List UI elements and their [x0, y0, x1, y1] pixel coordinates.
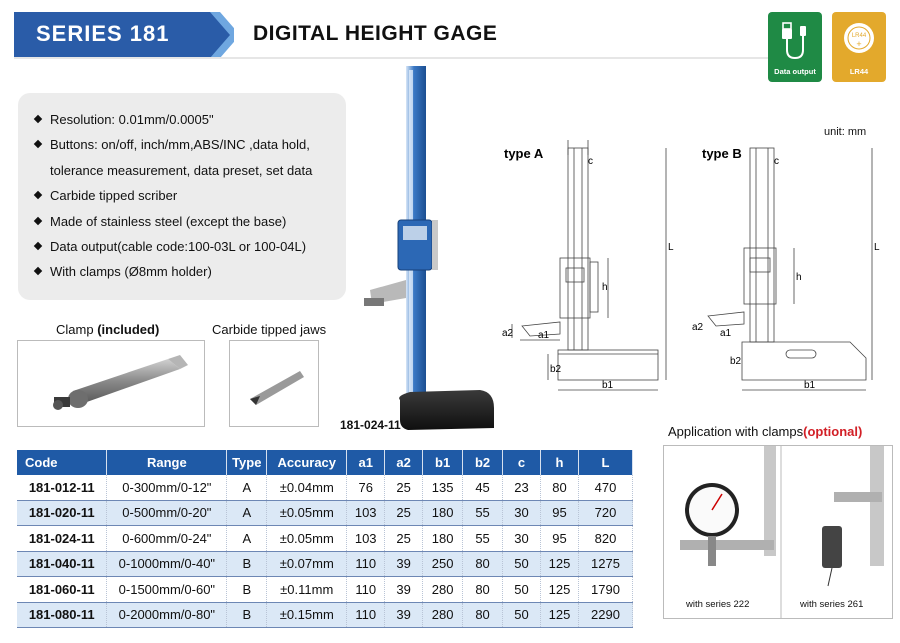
table-cell: 45	[463, 475, 503, 500]
type-b-diagram	[690, 140, 900, 400]
column-header: h	[541, 450, 579, 475]
type-b-dim-l: L	[874, 242, 880, 253]
column-header: Type	[227, 450, 267, 475]
features-panel	[18, 93, 346, 300]
table-cell: 181-040-11	[17, 551, 107, 577]
lr44-label: LR44	[849, 67, 869, 76]
type-a-label: type A	[504, 146, 544, 161]
table-cell: 110	[347, 577, 385, 603]
clamp-label	[56, 322, 159, 337]
table-cell: 0-1500mm/0-60"	[107, 577, 227, 603]
table-cell: 470	[578, 475, 632, 500]
table-cell: 25	[385, 500, 423, 526]
table-cell: 181-080-11	[17, 602, 107, 628]
type-b-dim-h: h	[796, 272, 802, 283]
table-cell: 110	[347, 602, 385, 628]
table-cell: ±0.05mm	[267, 500, 347, 526]
application-title-text: Application with clamps	[668, 424, 804, 439]
application-title	[668, 424, 862, 439]
table-cell: 180	[423, 500, 463, 526]
table-cell: 50	[503, 577, 541, 603]
table-cell: 181-012-11	[17, 475, 107, 500]
column-header: L	[578, 450, 632, 475]
table-cell: 80	[463, 577, 503, 603]
product-model-label: 181-024-11	[340, 418, 401, 432]
table-cell: 50	[503, 602, 541, 628]
table-cell: ±0.04mm	[267, 475, 347, 500]
table-cell: 181-024-11	[17, 526, 107, 552]
clamp-label-text: Clamp	[56, 322, 98, 337]
table-cell: A	[227, 500, 267, 526]
column-header: Range	[107, 450, 227, 475]
table-cell: 55	[463, 526, 503, 552]
table-cell: 125	[541, 551, 579, 577]
table-row	[17, 577, 633, 603]
table-cell: 0-300mm/0-12"	[107, 475, 227, 500]
spec-table	[17, 450, 633, 628]
table-row	[17, 526, 633, 552]
table-row	[17, 500, 633, 526]
table-cell: 80	[541, 475, 579, 500]
page-title: DIGITAL HEIGHT GAGE	[253, 22, 498, 45]
table-cell: 95	[541, 526, 579, 552]
type-b-dim-c: c	[774, 156, 779, 167]
spec-table-header	[17, 450, 633, 475]
height-gage-photo	[360, 60, 500, 435]
column-header: b2	[463, 450, 503, 475]
type-b-dim-b1: b1	[804, 380, 816, 391]
table-cell: 39	[385, 551, 423, 577]
type-b-label: type B	[702, 146, 742, 161]
table-cell: 25	[385, 526, 423, 552]
table-cell: B	[227, 551, 267, 577]
feature-item: Carbide tipped scriber	[34, 183, 346, 208]
feature-item: Buttons: on/off, inch/mm,ABS/INC ,data hold,	[34, 132, 346, 157]
table-cell: 95	[541, 500, 579, 526]
application-right-caption: with series 261	[800, 599, 864, 610]
table-cell: 25	[385, 475, 423, 500]
table-cell: 0-600mm/0-24"	[107, 526, 227, 552]
type-a-dim-b2: b2	[550, 364, 562, 375]
header-rule	[14, 57, 774, 59]
table-cell: 30	[503, 526, 541, 552]
table-cell: 0-1000mm/0-40"	[107, 551, 227, 577]
table-cell: 103	[347, 500, 385, 526]
column-header: b1	[423, 450, 463, 475]
table-cell: 181-060-11	[17, 577, 107, 603]
table-cell: 280	[423, 602, 463, 628]
data-output-badge	[768, 12, 822, 82]
table-cell: 181-020-11	[17, 500, 107, 526]
table-cell: 80	[463, 602, 503, 628]
table-cell: ±0.11mm	[267, 577, 347, 603]
column-header: Code	[17, 450, 107, 475]
battery-coin-icon	[832, 14, 886, 68]
application-image	[663, 445, 893, 619]
table-cell: 180	[423, 526, 463, 552]
application-illustration	[664, 446, 892, 618]
lr44-badge	[832, 12, 886, 82]
svg-text:+: +	[856, 39, 862, 49]
type-a-dim-l: L	[668, 242, 674, 253]
table-cell: B	[227, 602, 267, 628]
table-row	[17, 551, 633, 577]
type-b-dim-a2: a2	[692, 322, 704, 333]
table-cell: ±0.07mm	[267, 551, 347, 577]
usb-cable-icon	[768, 14, 822, 68]
type-a-dim-b1: b1	[602, 380, 614, 391]
table-row	[17, 475, 633, 500]
column-header: c	[503, 450, 541, 475]
table-cell: 1275	[578, 551, 632, 577]
table-cell: 30	[503, 500, 541, 526]
table-cell: 80	[463, 551, 503, 577]
table-cell: 250	[423, 551, 463, 577]
table-row	[17, 602, 633, 628]
table-cell: 50	[503, 551, 541, 577]
type-a-dim-a1: a1	[538, 330, 550, 341]
clamp-image	[17, 340, 205, 427]
jaws-label: Carbide tipped jaws	[212, 322, 327, 337]
clamp-illustration	[18, 341, 204, 426]
column-header: a2	[385, 450, 423, 475]
application-optional-text: (optional)	[803, 424, 863, 439]
table-cell: 280	[423, 577, 463, 603]
table-cell: 39	[385, 602, 423, 628]
feature-item: Resolution: 0.01mm/0.0005"	[34, 107, 346, 132]
data-output-label: Data output	[774, 67, 816, 76]
battery-icon-text: LR44	[851, 33, 867, 39]
table-cell: A	[227, 526, 267, 552]
table-cell: B	[227, 577, 267, 603]
table-cell: 125	[541, 602, 579, 628]
table-cell: 2290	[578, 602, 632, 628]
table-cell: A	[227, 475, 267, 500]
application-left-caption: with series 222	[686, 599, 750, 610]
feature-item: With clamps (Ø8mm holder)	[34, 259, 346, 284]
table-cell: ±0.05mm	[267, 526, 347, 552]
table-cell: 39	[385, 577, 423, 603]
table-cell: 0-2000mm/0-80"	[107, 602, 227, 628]
spec-table-body	[17, 475, 633, 628]
table-cell: 720	[578, 500, 632, 526]
type-a-dim-h: h	[602, 282, 608, 293]
type-a-diagram	[500, 140, 700, 400]
feature-item: Data output(cable code:100-03L or 100-04L)	[34, 234, 346, 259]
table-cell: 125	[541, 577, 579, 603]
jaws-image	[229, 340, 319, 427]
feature-item: tolerance measurement, data preset, set data	[50, 162, 313, 178]
type-b-dim-b2: b2	[730, 356, 742, 367]
clamp-included-text: (included)	[97, 322, 160, 337]
table-cell: 820	[578, 526, 632, 552]
table-cell: 55	[463, 500, 503, 526]
jaws-illustration	[230, 341, 318, 426]
unit-label: unit: mm	[824, 126, 867, 138]
type-b-dim-a1: a1	[720, 328, 732, 339]
table-cell: 0-500mm/0-20"	[107, 500, 227, 526]
table-cell: 76	[347, 475, 385, 500]
table-cell: 110	[347, 551, 385, 577]
table-cell: 23	[503, 475, 541, 500]
table-cell: ±0.15mm	[267, 602, 347, 628]
features-list	[18, 93, 346, 285]
table-cell: 135	[423, 475, 463, 500]
column-header: a1	[347, 450, 385, 475]
table-cell: 1790	[578, 577, 632, 603]
series-title: SERIES 181	[36, 21, 170, 46]
type-a-dim-c: c	[588, 156, 593, 167]
type-a-dim-a2: a2	[502, 328, 514, 339]
feature-item: Made of stainless steel (except the base)	[34, 209, 346, 234]
column-header: Accuracy	[267, 450, 347, 475]
table-cell: 103	[347, 526, 385, 552]
